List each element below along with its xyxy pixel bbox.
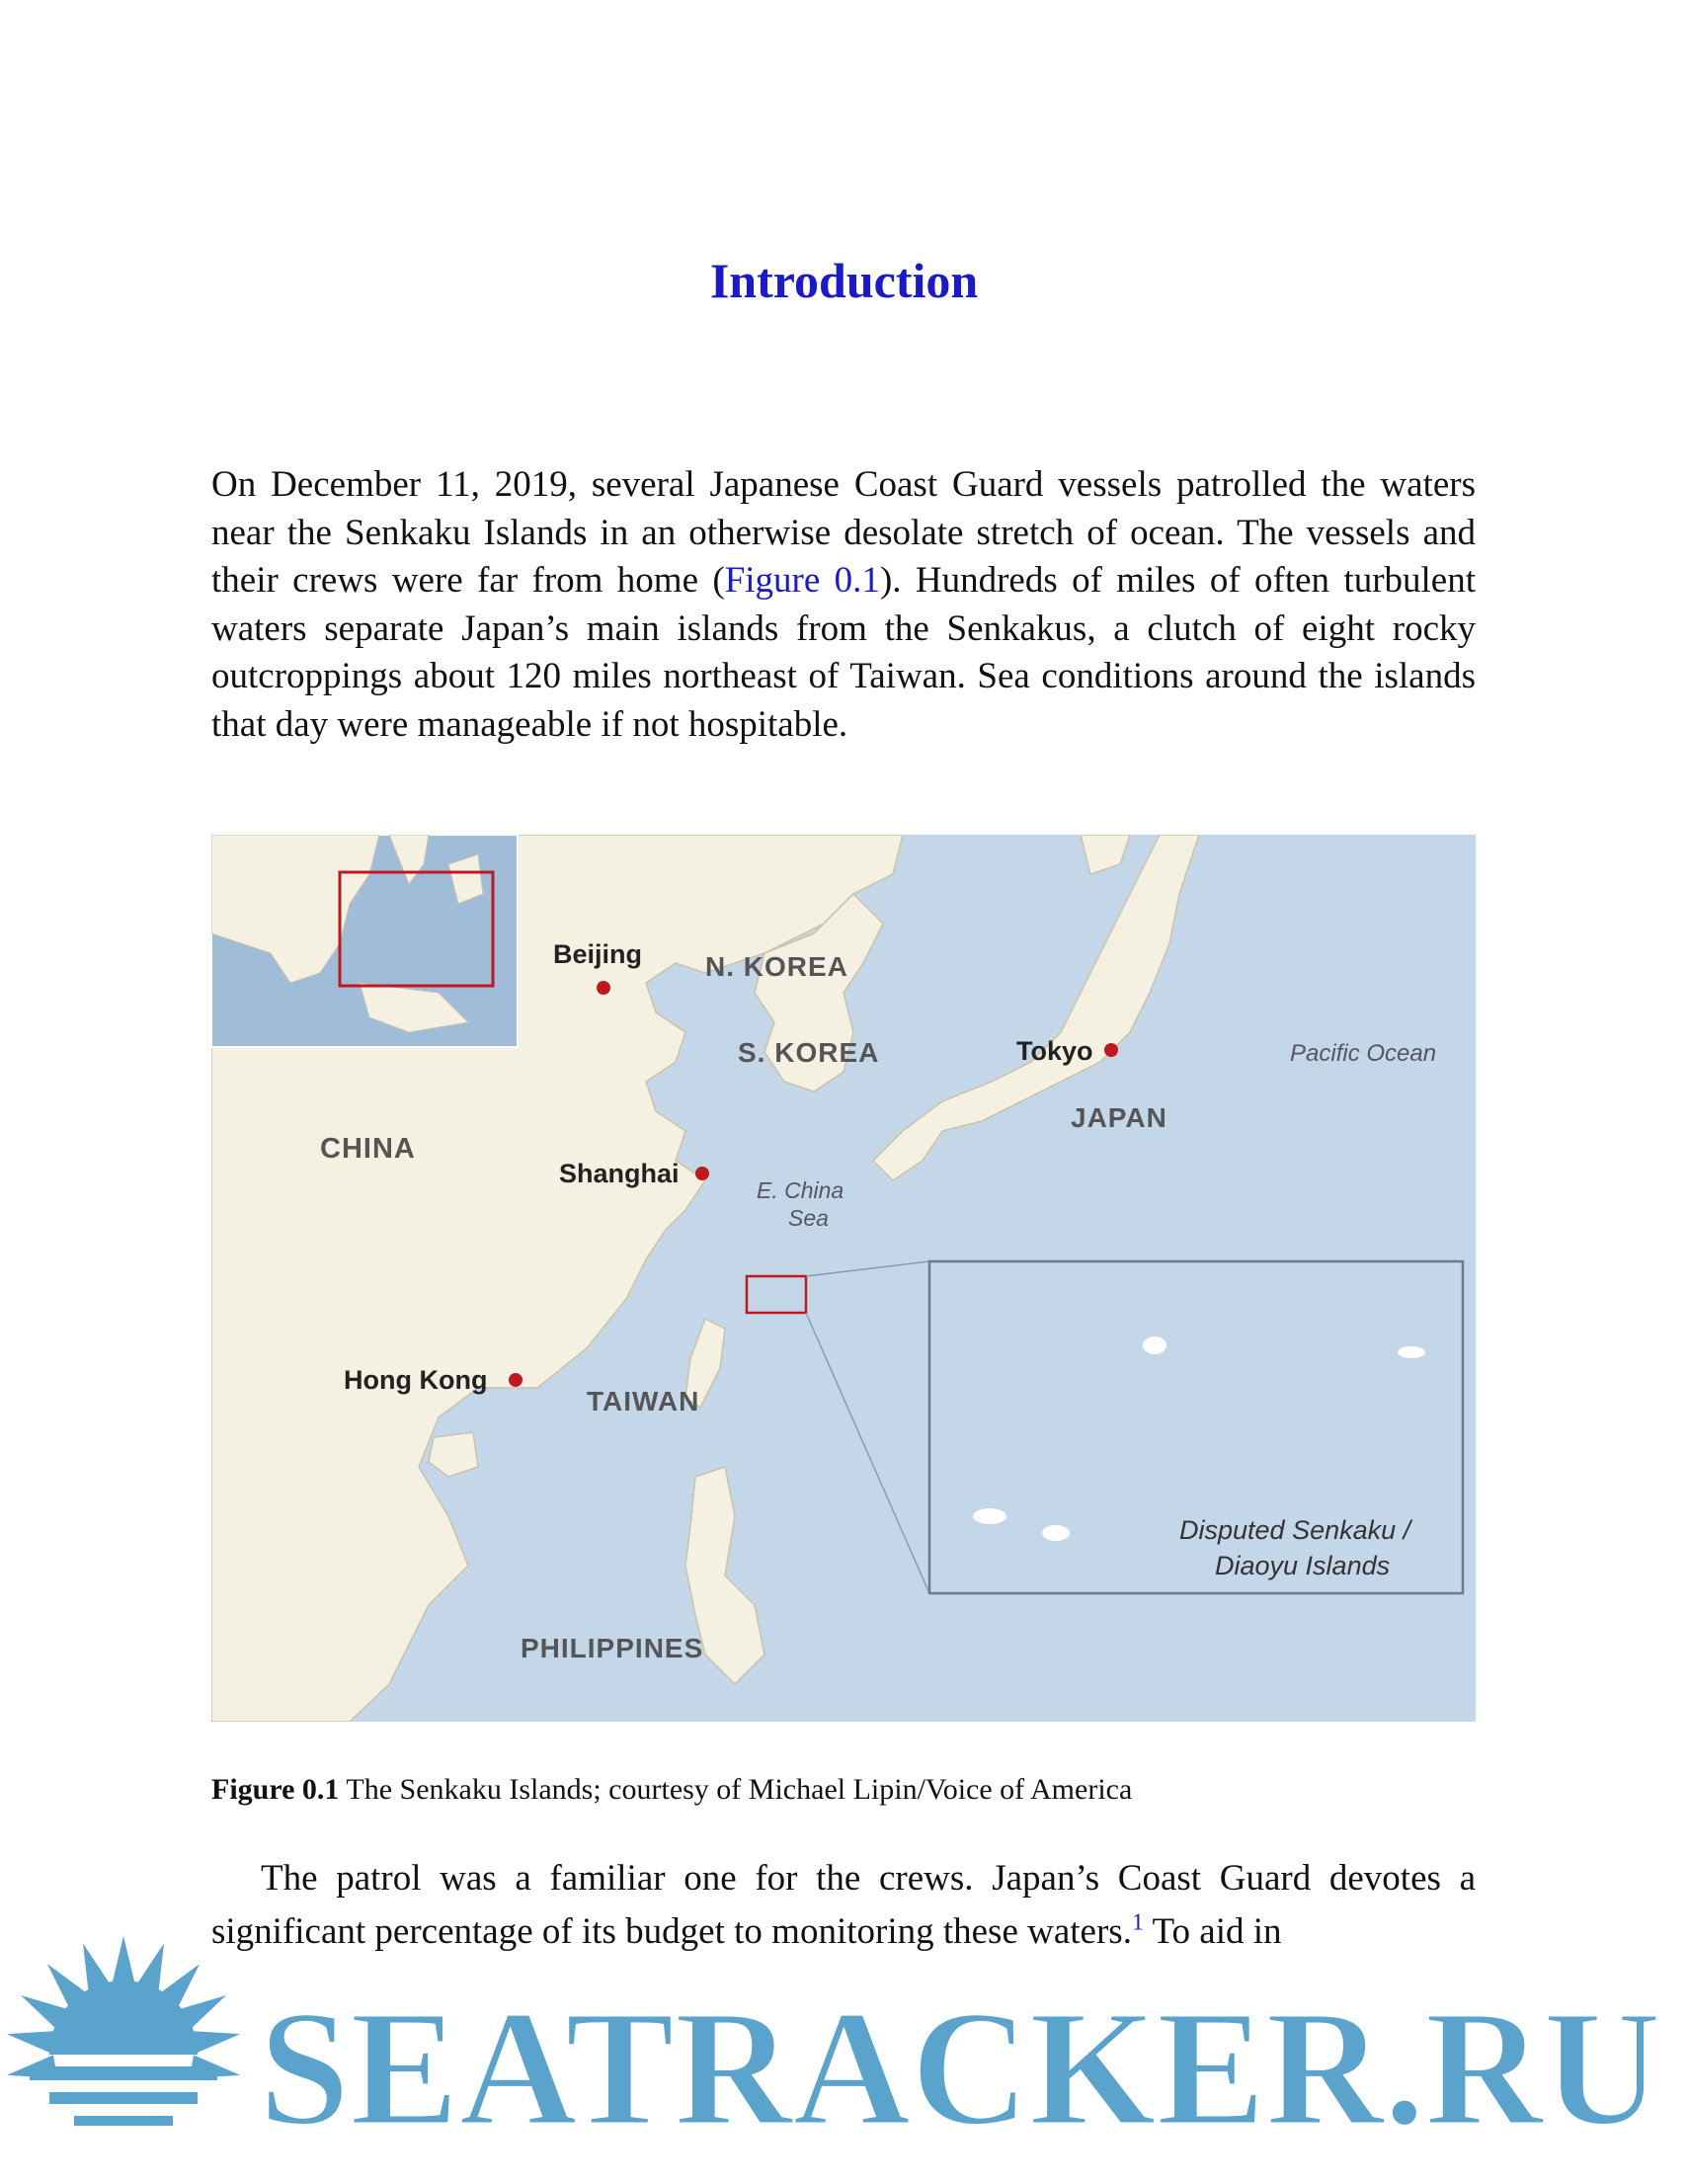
- caption-text: The Senkaku Islands; courtesy of Michael Lipin/Voice of America: [339, 1773, 1133, 1806]
- echina-label-1: E. China: [757, 1177, 844, 1203]
- disputed-label-2: Diaoyu Islands: [1215, 1551, 1391, 1580]
- shanghai-marker: [695, 1167, 709, 1180]
- paragraph2-after: To aid in: [1143, 1911, 1282, 1952]
- page-heading: Introduction: [709, 253, 979, 308]
- paragraph-text: On December 11, 2019, several Japanese Coast Guard vessels patrolled the waters near the Senkaku Islands in an otherwise desolate stretch of ocean. The vessels and their crews were far from home (: [211, 464, 1476, 601]
- paragraph-text-continued: ). Hundreds of miles of often turbulent waters separate Japan’s main islands from the Senkakus, a clutch of eight rocky outcroppings about 120 miles northeast of Taiwan. Sea conditions around the islands that day were manageable if not hospitable.: [211, 560, 1476, 745]
- pacific-label: Pacific Ocean: [1290, 1040, 1437, 1067]
- island-2: [1398, 1346, 1425, 1358]
- hongkong-label: Hong Kong: [344, 1365, 488, 1395]
- disputed-label-1: Disputed Senkaku /: [1179, 1515, 1411, 1545]
- china-label: CHINA: [320, 1133, 416, 1165]
- philippines-label: PHILIPPINES: [521, 1633, 704, 1663]
- nkorea-label: N. KOREA: [705, 951, 848, 982]
- beijing-marker: [597, 981, 610, 995]
- footnote-marker[interactable]: 1: [1131, 1909, 1144, 1936]
- figure-link[interactable]: Figure 0.1: [724, 560, 880, 601]
- echina-label-2: Sea: [788, 1205, 829, 1231]
- senkaku-map: [211, 835, 1476, 1722]
- beijing-label: Beijing: [553, 939, 643, 969]
- island-1: [1143, 1336, 1166, 1354]
- watermark-text: SEATRACKER.RU: [259, 1977, 1661, 2160]
- figure-caption: [211, 1773, 1132, 1807]
- paragraph2-text: The patrol was a familiar one for the crews. Japan’s Coast Guard devotes a significant percentage of its budget to monitoring these waters.: [211, 1858, 1476, 1952]
- tokyo-marker: [1104, 1043, 1118, 1057]
- skorea-label: S. KOREA: [738, 1037, 880, 1068]
- island-4: [1042, 1525, 1070, 1541]
- watermark: [0, 1936, 1688, 2184]
- japan-label: JAPAN: [1071, 1102, 1167, 1133]
- sun-logo: [5, 1936, 243, 2126]
- tokyo-label: Tokyo: [1016, 1036, 1093, 1066]
- hongkong-marker: [509, 1373, 522, 1387]
- island-3: [973, 1508, 1006, 1524]
- taiwan-label: TAIWAN: [587, 1386, 700, 1416]
- shanghai-label: Shanghai: [559, 1159, 680, 1188]
- caption-label: Figure 0.1: [211, 1773, 340, 1806]
- intro-paragraph: [211, 461, 1476, 749]
